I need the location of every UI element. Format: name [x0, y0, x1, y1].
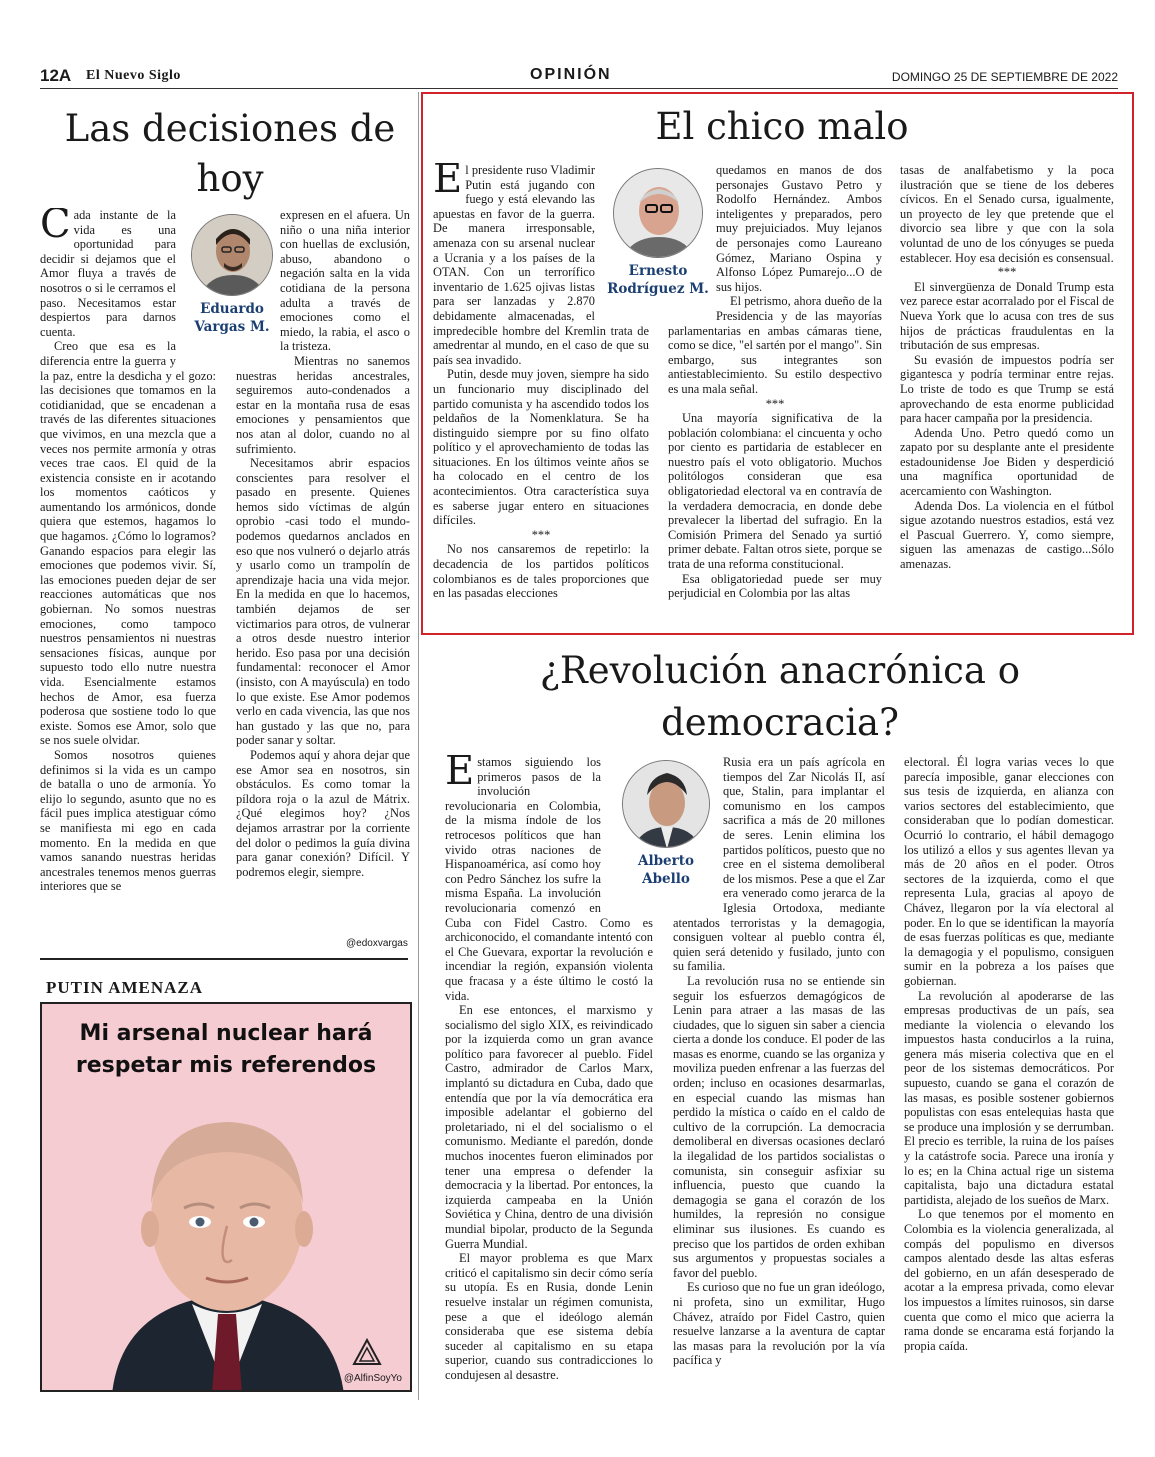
paragraph: Esa obligatoriedad puede ser muy perjudicial en Colombia por las altas: [668, 571, 882, 601]
section-break: ***: [997, 265, 1017, 280]
article-bottom-col3: [904, 755, 1114, 1395]
masthead-rule: [40, 88, 1118, 89]
cartoon-caption: Mi arsenal nuclear hará respetar mis referendos: [75, 1021, 377, 1078]
article-bottom-col2: [673, 755, 885, 1395]
paragraph: Somos nosotros quienes definimos si la vida es un campo de batalla o uno de armonía. Yo elijo lo segundo, asunto que no es fácil pues implica atestiguar cómo se manifiesta mi ego en cada momento. En la medida en que vamos sanando nuestras heridas ancestrales tenemos menos guerras interiores que se: [40, 747, 216, 894]
column-divider: [418, 92, 419, 1400]
masthead: [40, 66, 1118, 88]
article-bottom-headline: ¿Revolución anacrónica o democracia?: [540, 649, 1020, 744]
paragraph: quedamos en manos de dos personajes Gustavo Petro y Rodolfo Hernández. Ambos inteligentes y preparados, pero muy prejuiciados. Muy lejanos de personajes como Laureano Gómez, Mariano Ospina y Alfonso López Pumarejo...O de sus hijos.: [716, 163, 882, 294]
cartoon-title: PUTIN AMENAZA: [46, 978, 204, 997]
section-break: ***: [765, 396, 785, 411]
paragraph: La revolución rusa no se entiende sin seguir los esfuerzos demagógicos de Lenin para atraer a las masas de las ciudades, que lo siguen sin saber a ciencia cierta a donde los conduce. El poder de las masas es enorme, cuando se las organiza y moviliza pueden enfrenar a las fuerzas del orden; incluso en ocasiones desarmarlas, en especial cuando las mismas han perdido la mística o caído en el caldo de cultivo de la corrupción. La democracia demoliberal en diversas ocasiones declaró la ilegalidad de los partidos socialistas o comunista, sin conseguir asfixiar su influencia, puesto que cuando la demagogia se gana el corazón de los humildes, la represión no consigue eliminar sus ilusiones. Es cuando es preciso que los partidos de orden exhiban sus argumentos y propuestas sociales a favor del pueblo.: [673, 973, 885, 1280]
paragraph: Adenda Uno. Petro quedó como un zapato por su desplante ante el presidente estadounidense Joe Biden y desperdició una magnífica oportunidad de acercamiento con Washington.: [900, 425, 1114, 499]
paragraph: No nos cansaremos de repetirlo: la decadencia de los partidos políticos colombianos es de tales proporciones que en las pasadas elecciones: [433, 542, 649, 601]
paragraph: Su evasión de impuestos podría ser gigantesca y podría terminar entre rejas. Lo triste de todo es que Trump se está aprovechando de esta enorme publicidad para hacer campaña por la presidencia.: [900, 352, 1114, 426]
cartoon-separator: [40, 958, 408, 960]
article-left-col2: [236, 208, 410, 942]
paragraph: Adenda Dos. La violencia en el fútbol sigue azotando nuestros estadios, está vez el Pascual Guerrero. Y, como siempre, siguen las amenazas de castigo...Sólo amenazas.: [900, 498, 1114, 572]
cartoonist-logo-icon: [352, 1338, 382, 1368]
cartoon-credit: @AlfinSoyYo: [343, 1373, 402, 1384]
paragraph: En ese entonces, el marxismo y socialismo del siglo XIX, es reivindicado por la izquierda como un gran avance político para favorecer al pueblo. Fidel Castro, admirador de Carlos Marx, implantó su dictadura en Cuba, dado que entendía que por la vía democrática era imposible adelantar el gobierno del proletariado, ni el del socialismo o el comunismo. Mediante el paredón, donde muchos inocentes fueron eliminados por tener una empresa o defender la democracia y la libertad. Por entonces, la izquierda campeaba en la Unión Soviética y China, dentro de una división mundial bipolar, producto de la Segunda Guerra Mundial.: [445, 1003, 653, 1251]
newspaper-name: El Nuevo Siglo: [86, 68, 181, 83]
paragraph: El presidente ruso Vladimir Putin está jugando con fuego y está elevando las apuestas en favor de la guerra. De manera irresponsable, amenaza con su arsenal nuclear a Ucrania y a los países de la OTAN. Con un terrorífico inventario de 1.625 ojivas listas para ser lanzadas y 2.870 debidamente almacenadas, el impredecible hombre del Kremlin trata de amedrentar al mundo, en el caso de que su país sea invadido.: [433, 163, 649, 367]
paragraph: Lo que tenemos por el momento en Colombia es la violencia generalizada, al compás del populismo en diversos campos alentado desde las altas esferas del gobierno, en un afán desesperado de acotar a la empresa privada, como elevar los impuestos a límites ruinosos, sin darse cuenta que como el mico que acierra la rama donde se encarama está forjando la propia caída.: [904, 1207, 1114, 1353]
paragraph: La revolución al apoderarse de las empresas productivas de un país, sea mediante la violencia o elevando los impuestos hasta conducirlos a la ruina, genera más miseria colectiva que en el peor de los sistemas democráticos. Por supuesto, cuando se gana el corazón de las masas, es posible sostener gobiernos populistas con esas entelequias hasta que se produce una implosión y se derrumban. El precio es terrible, la ruina de los países y la catástrofe socia. Parece una ironía y lo es; en la China actual rige un sistema capitalista, bajo una dictadura estatal partidista, alejado de los sueños de Marx.: [904, 988, 1114, 1207]
dropcap: E: [445, 755, 475, 794]
paragraph: tasas de analfabetismo y la poca ilustración que se tiene de los deberes cívicos. En el Senado cursa, igualmente, un proyecto de ley que pretende que el divorcio sea libre y que con la sola voluntad de uno de los cónyuges se pueda establecer. Hoy esa decisión es consensual.: [900, 163, 1114, 265]
paragraph: Podemos aquí y ahora dejar que ese Amor sea en nosotros, sin obstáculos. Es como tomar la píldora roja o la azul de Mátrix. ¿Qué elegimos hoy? ¿Nos dejamos arrastrar por la corriente del dolor o pedimos la guía divina para ganar conexión? Difícil. Y podremos elegir, siempre.: [236, 747, 410, 879]
paragraph: Es curioso que no fue un gran ideólogo, ni profeta, sino un exmilitar, Hugo Chávez, atraído por Fidel Castro, quien resuelve lanzarse a la aventura de captar las masas para la revolución por la vía pacífica y: [673, 1280, 885, 1368]
paragraph: Creo que esa es la diferencia entre la guerra y la paz, entre la desdicha y el gozo: las decisiones que tomamos en la cotidianidad, que se encadenan a través de las diferentes situaciones que vivimos, en una mezcla que a veces nos permite armonía y otras veces trae caos. El quid de la existencia consiste en ir acotando los momentos caóticos y aumentando los armónicos, donde quiera que estemos, hagamos lo que hagamos. ¿Cómo lo logramos? Ganando espacios para elegir las emociones que podemos vivir. Sí, las emociones pueden dejar de ser reacciones automáticas que nos gobiernan. No somos nuestras emociones, como tampoco nuestros pensamientos ni nuestras sensaciones físicas, aunque por supuesto todo ello nutre nuestra vida. Esencialmente estamos hechos de Amor, esa fuerza poderosa que sostiene todo lo que existe. Somos ese Amor, solo que se nos suele olvidar.: [40, 339, 216, 748]
article-left-col1: [40, 208, 216, 950]
cartoon-panel: [40, 1002, 412, 1392]
paragraph: El mayor problema es que Marx criticó el capitalismo sin decir cómo sería su utopía. Es en Rusia, donde Lenin resuelve instalar un régimen comunista, pese a que el ideólogo alemán consideraba que ese sistema debía suceder al capitalismo en su etapa superior, cuando sus contradicciones lo condujesen al desastre.: [445, 1251, 653, 1382]
author-name-left: Eduardo Vargas M.: [194, 301, 270, 335]
paragraph: Cada instante de la vida es una oportunidad para decidir si dejamos que el Amor fluya a través de nosotros o si le cerramos el paso. Necesitamos estar despiertos para darnos cuenta.: [40, 208, 176, 339]
paragraph: Estamos siguiendo los primeros pasos de la involución revolucionaria en Colombia, de la misma índole de los retrocesos políticos que han vivido otras naciones de Hispanoamérica, así como hoy con Pedro Sánchez los sufre la misma España. La involución revolucionaria comenzó en Cuba con Fidel Castro. Como es archiconocido, el comandante intentó con el Che Guevara, exportar la revolución e incendiar la región, expansión violenta que fracasa y a éste último le costó la vida.: [445, 755, 653, 1003]
article-left-headline: Las decisiones de hoy: [64, 107, 396, 200]
section-break: ***: [531, 527, 551, 542]
article-top-col1: [433, 163, 649, 618]
paragraph: Una mayoría significativa de la población colombiana: el cincuenta y ocho por ciento es partidaria de establecer en nuestro país el voto obligatorio. Muchos politólogos consideran que esa obligatoriedad electoral va en contravía de la verdadera democracia, en donde debe prevalecer la libertad del sufragio. En la Comisión Primera del Senado ya surtió primer debate. Faltan otros siete, porque se trata de una reforma constitucional.: [668, 411, 882, 572]
paragraph: Necesitamos abrir espacios conscientes para resolver el pasado en presente. Quienes hemos sido víctimas de algún oprobio -casi todo el mundo- podemos quedarnos anclados en eso que nos vulneró o dejarlo atrás y usarlo como un trampolín de aprendizaje hacia una vida mejor. En la medida en que lo hacemos, también dejamos de ser victimarios para otros, de vulnerar a otros desde nuestro interior herido. Eso pasa por una decisión fundamental: reconocer el Amor (insisto, con A mayúscula) en todo lo que existe. Ese Amor podemos verlo en cada vivencia, las que nos han gustado y las que no, para poder sanar y soltar.: [236, 456, 410, 748]
author-name-bottom: Alberto Abello: [638, 853, 694, 887]
author-handle: @edoxvargas: [346, 938, 408, 949]
paragraph: expresen en el afuera. Un niño o una niña interior con huellas de exclusión, abuso, abandono o negación salta en la vida cotidiana de la persona adulta a través de emociones como el miedo, la rabia, el asco o la tristeza.: [280, 208, 410, 354]
paragraph: Putin, desde muy joven, siempre ha sido un funcionario muy disciplinado del partido comunista y ha ascendido todos los peldaños de la Nomenklatura. Se ha distinguido siempre por su fino olfato político y el aprovechamiento de todas las situaciones. En los últimos veinte años se ha colocado en el centro de los acontecimientos. Otra característica suya es saberse jugar entero en situaciones difíciles.: [433, 367, 649, 528]
dropcap: C: [40, 208, 71, 247]
page-number: 12A: [40, 66, 72, 85]
section-name: OPINIÓN: [530, 66, 612, 83]
issue-date: DOMINGO 25 DE SEPTIEMBRE DE 2022: [891, 70, 1118, 84]
paragraph: electoral. Él logra varias veces lo que parecía imposible, ganar elecciones con sus tesis de izquierda, en alianza con varios sectores del establecimiento, que consideraban que lo podían domesticar. Ocurrió lo contrario, el hábil demagogo los utilizó a ellos y sus agentes llevan ya más de 20 años en el poder. Otros sectores de la izquierda, como el que representa Lula, gracias al apoyo de Chávez, llegaron por la vía electoral al poder. En lo que se identifican la mayoría de esas fuerzas políticas es que, mediante la demagogia y el populismo, consiguen sumir en la pobreza a los países que gobiernan.: [904, 755, 1114, 988]
paragraph: El petrismo, ahora dueño de la Presidencia y de las mayorías parlamentarias en ambas cámaras tiene, como se dice, "el sartén por el mango". Sin embargo, sus integrantes son antiestablecimiento. Su estilo despectivo es una mala señal.: [668, 294, 882, 396]
article-bottom-col1: [445, 755, 653, 1395]
putin-caricature-icon: [42, 1004, 412, 1392]
paragraph: Mientras no sanemos nuestras heridas ancestrales, seguiremos auto-condenados a estar en la montaña rusa de esas emociones y pensamientos que nos atan al dolor, cuando no al sufrimiento.: [236, 353, 410, 456]
article-top-col2: [668, 163, 882, 618]
paragraph: El sinvergüenza de Donald Trump esta vez parece estar acorralado por el Fiscal de Nueva York que lo acusa con tres de sus hijos de prácticas fraudulentas en la tributación de sus empresas.: [900, 279, 1114, 353]
article-top-col3: [900, 163, 1114, 618]
article-top-headline: El chico malo: [655, 105, 909, 148]
paragraph: Rusia era un país agrícola en tiempos del Zar Nicolás II, así que, Stalin, para implantar el comunismo en los campos sacrifica a más de 20 millones de seres. Lenin elimina los partidos políticos, puesto que no cree en el sistema demoliberal de los mismos. Pese a que el Zar era venerado como jerarca de la Iglesia Ortodoxa, mediante atentados terroristas y la demagogia, consiguen voltear al pueblo contra él, quien será detenido y fusilado, junto con su familia.: [673, 755, 885, 974]
dropcap: E: [433, 163, 463, 202]
author-name-top: Ernesto Rodríguez M.: [607, 263, 709, 297]
